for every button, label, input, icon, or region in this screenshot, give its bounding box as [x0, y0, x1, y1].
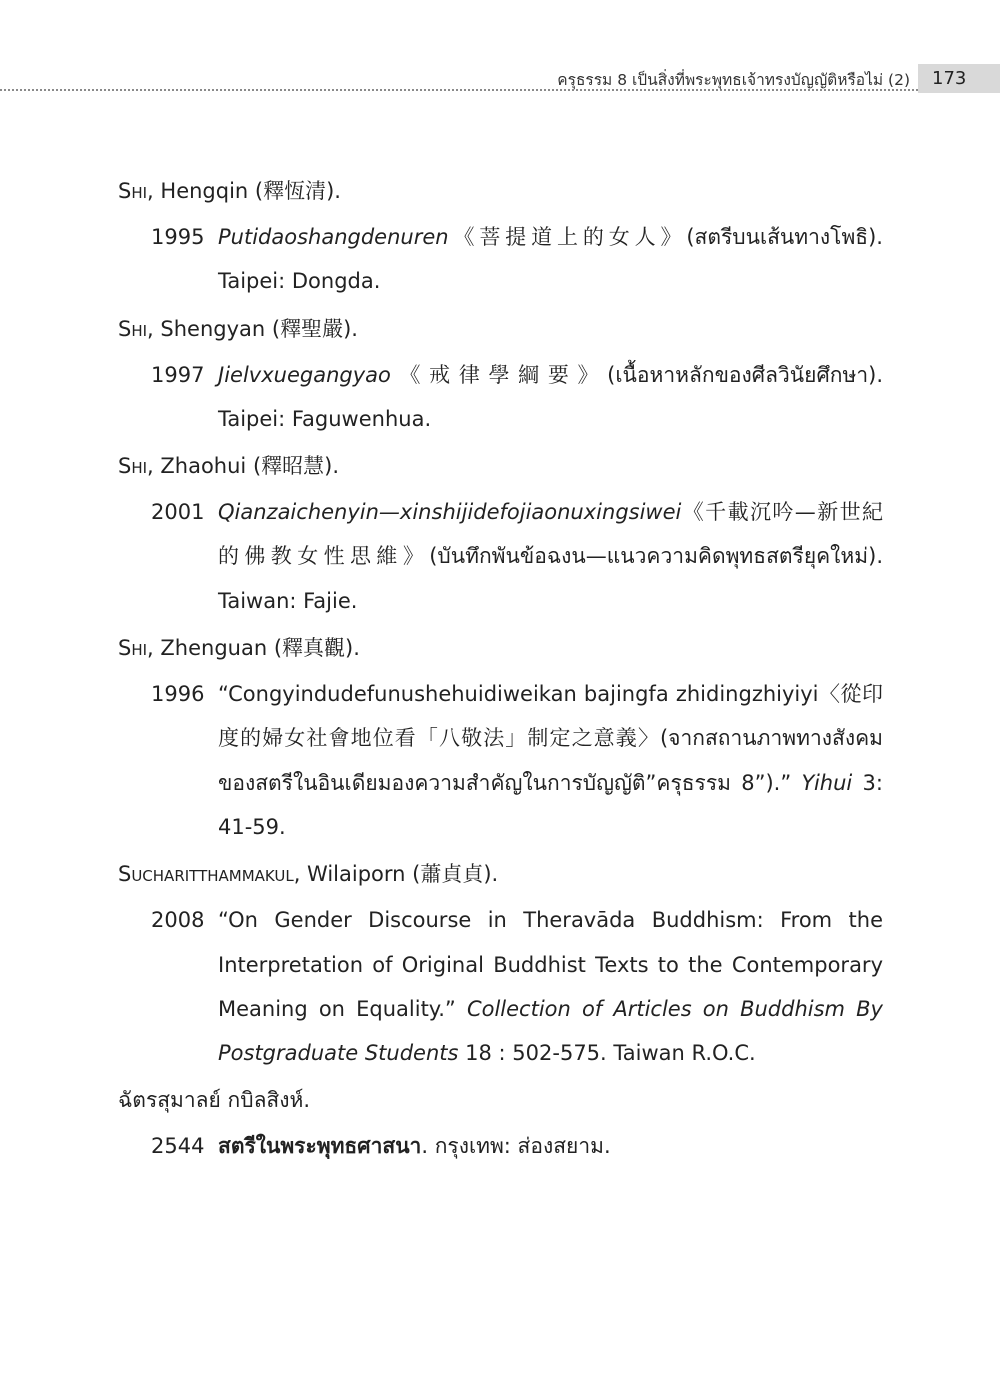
book-title: สตรีในพระพุทธศาสนา: [218, 1134, 422, 1159]
reference-body: [118, 898, 883, 1075]
bibliography-entry: [118, 633, 883, 849]
reference-details: 《菩提道上的女人》(สตรีบนเส้นทางโพธิ). Taipei: Dongda.: [218, 225, 883, 294]
publication-year: 2008: [151, 908, 205, 933]
work-title: Qianzaichenyin—xinshijidefojiaonuxingsiwei: [218, 500, 682, 525]
work-title: Putidaoshangdenuren: [218, 225, 449, 249]
reference-body: [118, 672, 883, 849]
reference-details: 《戒律學綱要》(เนื้อหาหลักของศีลวินัยศึกษา). Taipei: Faguwenhua.: [218, 362, 883, 431]
article-title: “On Gender Discourse in Theravāda Buddhism: From the Interpretation of Original Buddhist Texts to the Contemporary Meaning on Equality.”: [218, 908, 883, 1021]
work-title: Jielvxuegangyao: [218, 362, 391, 387]
author-surname: Shi: [118, 636, 148, 661]
bibliography-entry: [118, 314, 883, 442]
author-given: , Zhaohui (釋昭慧).: [147, 454, 339, 479]
author-given: , Wilaiporn (蕭貞貞).: [293, 862, 499, 887]
publication-year: 1997: [151, 362, 205, 387]
reference-body: [118, 215, 883, 304]
collection-details: 18 : 502-575. Taiwan R.O.C.: [465, 1041, 756, 1066]
running-header: [0, 64, 1000, 93]
author-given: , Shengyan (釋聖嚴).: [147, 316, 358, 341]
author-given: , Hengqin (釋恆清).: [147, 179, 341, 203]
publication-year: 2544: [151, 1134, 205, 1159]
reference-details: 《千載沉吟—新世紀的佛教女性思維》(บันทึกพันข้อฉงน—แนวความคิดพุทธสตรียุคใหม่). Taiwan: Fajie.: [218, 500, 883, 613]
bibliography-list: [118, 176, 883, 1179]
author-line: ฉัตรสุมาลย์ กบิลสิงห์.: [118, 1088, 311, 1113]
author-surname: Shi: [118, 454, 148, 479]
publication-year: 2001: [151, 500, 205, 525]
bibliography-entry: [118, 451, 883, 623]
author-line: [118, 176, 883, 206]
publication-year: 1996: [151, 682, 205, 707]
author-line: [118, 314, 883, 344]
page-number: 173: [918, 64, 1000, 93]
bibliography-entry: [118, 176, 883, 304]
reference-body: [118, 1124, 883, 1168]
author-line: [118, 451, 883, 481]
article-title: “Congyindudefunushehuidiweikan bajingfa zhidingzhiyiyi〈從印度的婦女社會地位看「八敬法」制定之意義〉(จากสถานภาพทางสังคมของสตรีในอินเดียมองความสำคัญในการบัญญัติ”ครุธรรม 8”).”: [218, 682, 883, 795]
bibliography-entry: [118, 1085, 883, 1168]
journal-details: 3: 41-59.: [218, 770, 883, 839]
author-line: [118, 859, 883, 889]
reference-body: [118, 353, 883, 442]
publisher-details: . กรุงเทพ: ส่องสยาม.: [421, 1134, 611, 1159]
running-title: ครุธรรม 8 เป็นสิ่งที่พระพุทธเจ้าทรงบัญญัติหรือไม่ (2): [557, 71, 910, 89]
author-surname: Shi: [118, 316, 148, 341]
author-surname: Sucharitthammakul: [118, 862, 294, 887]
author-given: , Zhenguan (釋真觀).: [147, 636, 360, 661]
collection-title: Collection of Articles on Buddhism By Postgraduate Students: [218, 996, 883, 1066]
publication-year: 1995: [151, 225, 205, 249]
reference-body: [118, 490, 883, 623]
bibliography-entry: [118, 859, 883, 1075]
journal-name: Yihui: [801, 770, 853, 795]
author-line: [118, 633, 883, 663]
author-surname: Shi: [118, 179, 148, 203]
